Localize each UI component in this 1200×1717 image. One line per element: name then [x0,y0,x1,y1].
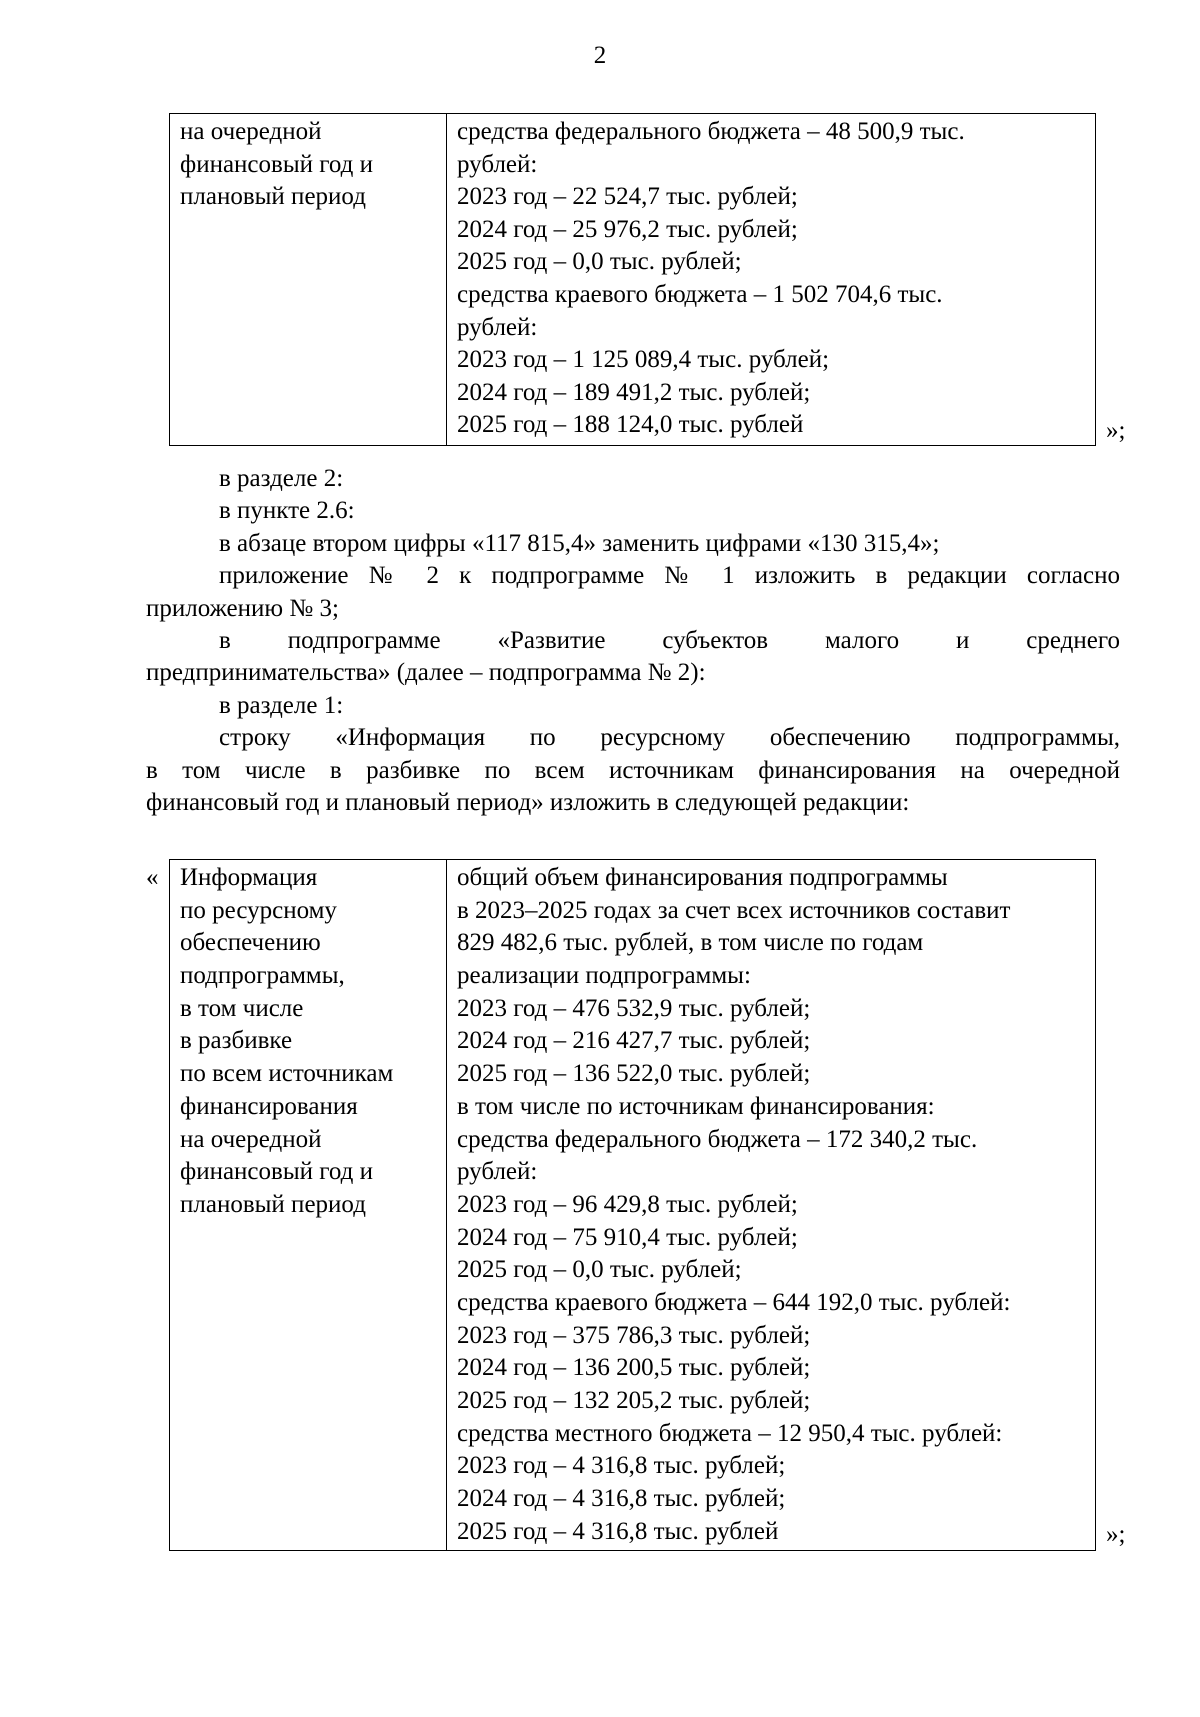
table2-value-line: средства краевого бюджета – 644 192,0 тыс. рублей: [457,1288,1011,1316]
table2-value-line: 2025 год – 132 205,2 тыс. рублей; [457,1387,811,1414]
table2-value-cell [447,860,1095,1550]
table2-value-line: 2025 год – 4 316,8 тыс. рублей [457,1517,779,1545]
paragraph-line: в разделе 2: [219,465,344,492]
table2-label-line: подпрограммы, [180,962,345,990]
table2-label-line: по всем источникам [180,1060,394,1088]
table1-value-line: рублей: [457,150,538,178]
table1-value-line: 2025 год – 0,0 тыс. рублей; [457,248,742,276]
table2-label-line: в разбивке [180,1027,293,1055]
table1-label-line: финансовый год и [180,150,374,178]
table1-value-line: 2024 год – 189 491,2 тыс. рублей; [457,378,811,406]
table2-value-line: 2023 год – 476 532,9 тыс. рублей; [457,994,811,1022]
table2-value-line: 2025 год – 0,0 тыс. рублей; [457,1256,742,1284]
paragraph-line: финансовый год и плановый период» изложить в следующей редакции: [146,788,910,816]
table2-value-line: 2024 год – 75 910,4 тыс. рублей; [457,1223,798,1251]
table2-value-line: 829 482,6 тыс. рублей, в том числе по годам [457,929,924,957]
table2-value-line: реализации подпрограммы: [457,962,751,990]
table2-value-line: рублей: [457,1158,538,1186]
resource-table-continuation [169,113,1096,446]
table2-value-line: средства федерального бюджета – 172 340,2 тыс. [457,1125,978,1153]
table1-close-quote: »; [1106,417,1126,444]
paragraph-line: строку «Информация по ресурсному обеспечению подпрограммы, [219,724,1120,752]
table2-label-line: в том числе [180,994,304,1022]
paragraph-line: в пункте 2.6: [219,497,355,525]
table2-open-quote: « [146,864,159,891]
table2-label-line: финансирования [180,1092,358,1120]
table1-value-line: 2023 год – 22 524,7 тыс. рублей; [457,183,798,211]
paragraph-line: в том числе в разбивке по всем источникам финансирования на очередной [146,756,1120,784]
body-text [146,463,1120,819]
table1-value-line: средства краевого бюджета – 1 502 704,6 тыс. [457,280,943,308]
table1-value-line: 2025 год – 188 124,0 тыс. рублей [457,411,804,439]
table2-label-line: плановый период [180,1190,366,1218]
table1-value-line: средства федерального бюджета – 48 500,9 тыс. [457,118,965,145]
table2-label-line: по ресурсному [180,896,337,924]
table2-label-line: финансовый год и [180,1158,374,1186]
table1-value-line: 2023 год – 1 125 089,4 тыс. рублей; [457,346,830,374]
table1-label-cell [170,114,447,445]
table2-value-line: в том числе по источникам финансирования: [457,1092,935,1120]
paragraph-line: в разделе 1: [219,691,344,719]
table2-value-line: 2024 год – 136 200,5 тыс. рублей; [457,1354,811,1382]
table1-value-cell [447,114,1095,445]
table2-label-line: Информация [180,864,318,891]
paragraph-line: приложение № 2 к подпрограмме № 1 изложить в редакции согласно [219,562,1120,590]
table2-value-line: 2025 год – 136 522,0 тыс. рублей; [457,1060,811,1088]
page-number: 2 [593,42,607,69]
table2-label-line: на очередной [180,1125,322,1153]
table2-value-line: 2024 год – 216 427,7 тыс. рублей; [457,1027,811,1055]
paragraph-line: приложению № 3; [146,594,339,622]
resource-table-subprogram-2 [169,859,1096,1551]
table1-label-line: плановый период [180,183,366,211]
table2-value-line: средства местного бюджета – 12 950,4 тыс. рублей: [457,1419,1003,1447]
table2-value-line: 2023 год – 4 316,8 тыс. рублей; [457,1452,786,1480]
paragraph-line: предпринимательства» (далее – подпрограмма № 2): [146,659,706,687]
table2-close-quote: »; [1106,1521,1126,1548]
table2-value-line: 2024 год – 4 316,8 тыс. рублей; [457,1485,786,1513]
table2-label-cell [170,860,447,1550]
table2-value-line: 2023 год – 96 429,8 тыс. рублей; [457,1190,798,1218]
table2-value-line: общий объем финансирования подпрограммы [457,864,948,891]
paragraph-line: в абзаце втором цифры «117 815,4» заменить цифрами «130 315,4»; [219,529,940,557]
table2-value-line: 2023 год – 375 786,3 тыс. рублей; [457,1321,811,1349]
paragraph-line: в подпрограмме «Развитие субъектов малого и среднего [219,626,1120,654]
table2-label-line: обеспечению [180,929,321,957]
table2-value-line: в 2023–2025 годах за счет всех источников составит [457,896,1011,924]
table1-value-line: 2024 год – 25 976,2 тыс. рублей; [457,215,798,243]
table1-label-line: на очередной [180,118,322,145]
table1-value-line: рублей: [457,313,538,341]
